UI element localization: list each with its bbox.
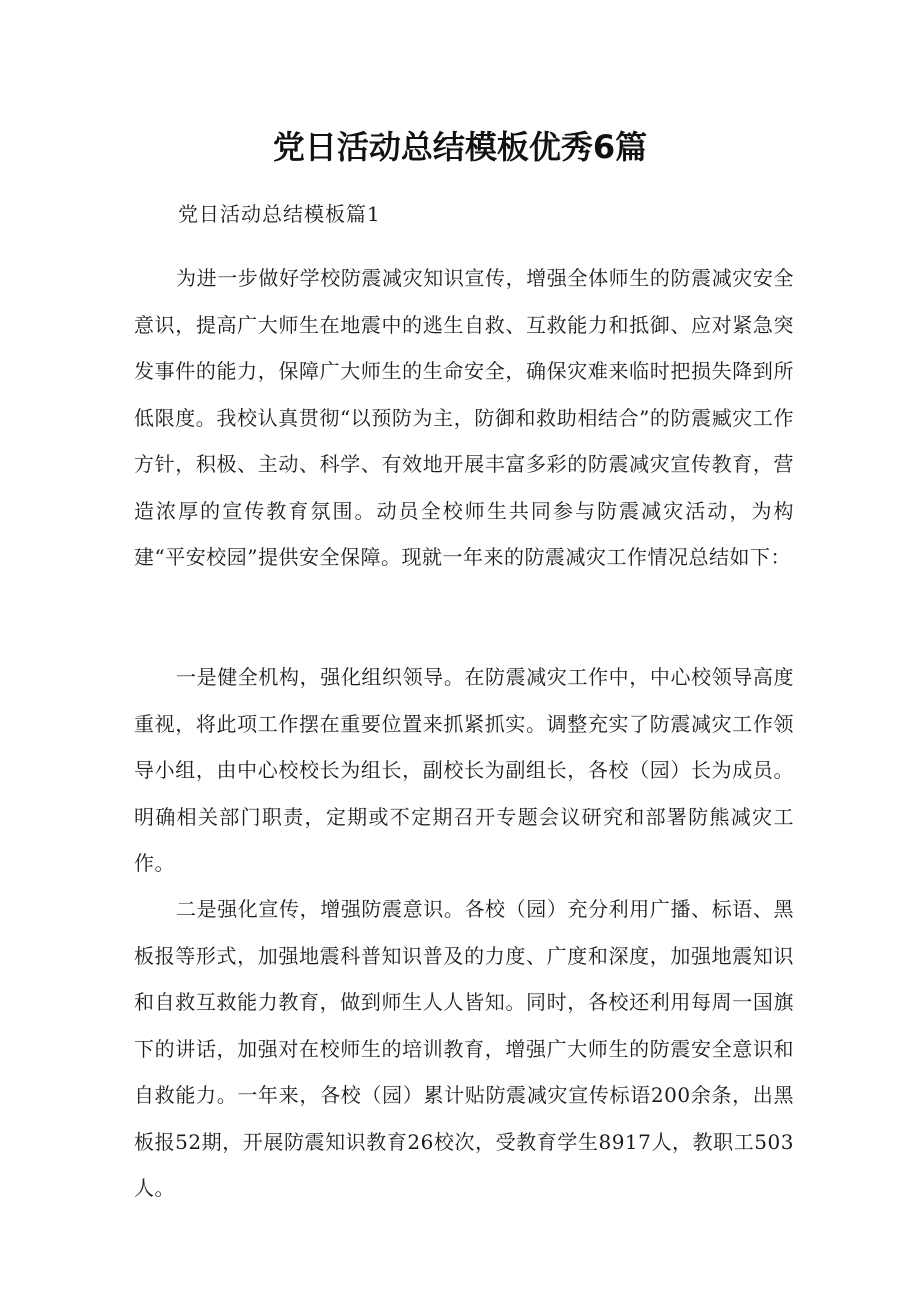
paragraph-intro: 为进一步做好学校防震减灾知识宣传，增强全体师生的防震减灾安全意识，提高广大师生在地震中的逃生自救、互救能力和抵御、应对紧急突发事件的能力，保障广大师生的生命安全，确保灾难来临时把损失降到所低限度。我校认真贯彻“以预防为主，防御和救助相结合”的防震臧灾工作方针，积极、主动、科学、有效地开展丰富多彩的防震减灾宣传教育，营造浓厚的宣传教育氛围。动员全校师生共同参与防震减灾活动，为构建“平安校园”提供安全保障。现就一年来的防震减灾工作情况总结如下： <box>134 266 794 569</box>
section-heading: 党日活动总结模板篇1 <box>178 202 381 226</box>
paragraph-organization: 一是健全机构，强化组织领导。在防震减灾工作中，中心校领导高度重视，将此项工作摆在重要位置来抓紧抓实。调整充实了防震减灾工作领导小组，由中心校校长为组长，副校长为副组长，各校（园）长为成员。明确相关部门职责，定期或不定期召开专题会议研究和部署防熊减灾工作。 <box>134 665 794 875</box>
paragraph-publicity: 二是强化宣传，增强防震意识。各校（园）充分利用广播、标语、黑板报等形式，加强地震科普知识普及的力度、广度和深度，加强地震知识和自救互救能力教育，做到师生人人皆知。同时，各校还利用每周一国旗下的讲话，加强对在校师生的培训教育，增强广大师生的防震安全意识和自救能力。一年来，各校（园）累计贴防震减灾宣传标语200余条，出黑板报52期，开展防震知识教育26校次，受教育学生8917人，教职工503人。 <box>134 897 794 1200</box>
document-title: 党日活动总结模板优秀6篇 <box>272 128 648 166</box>
